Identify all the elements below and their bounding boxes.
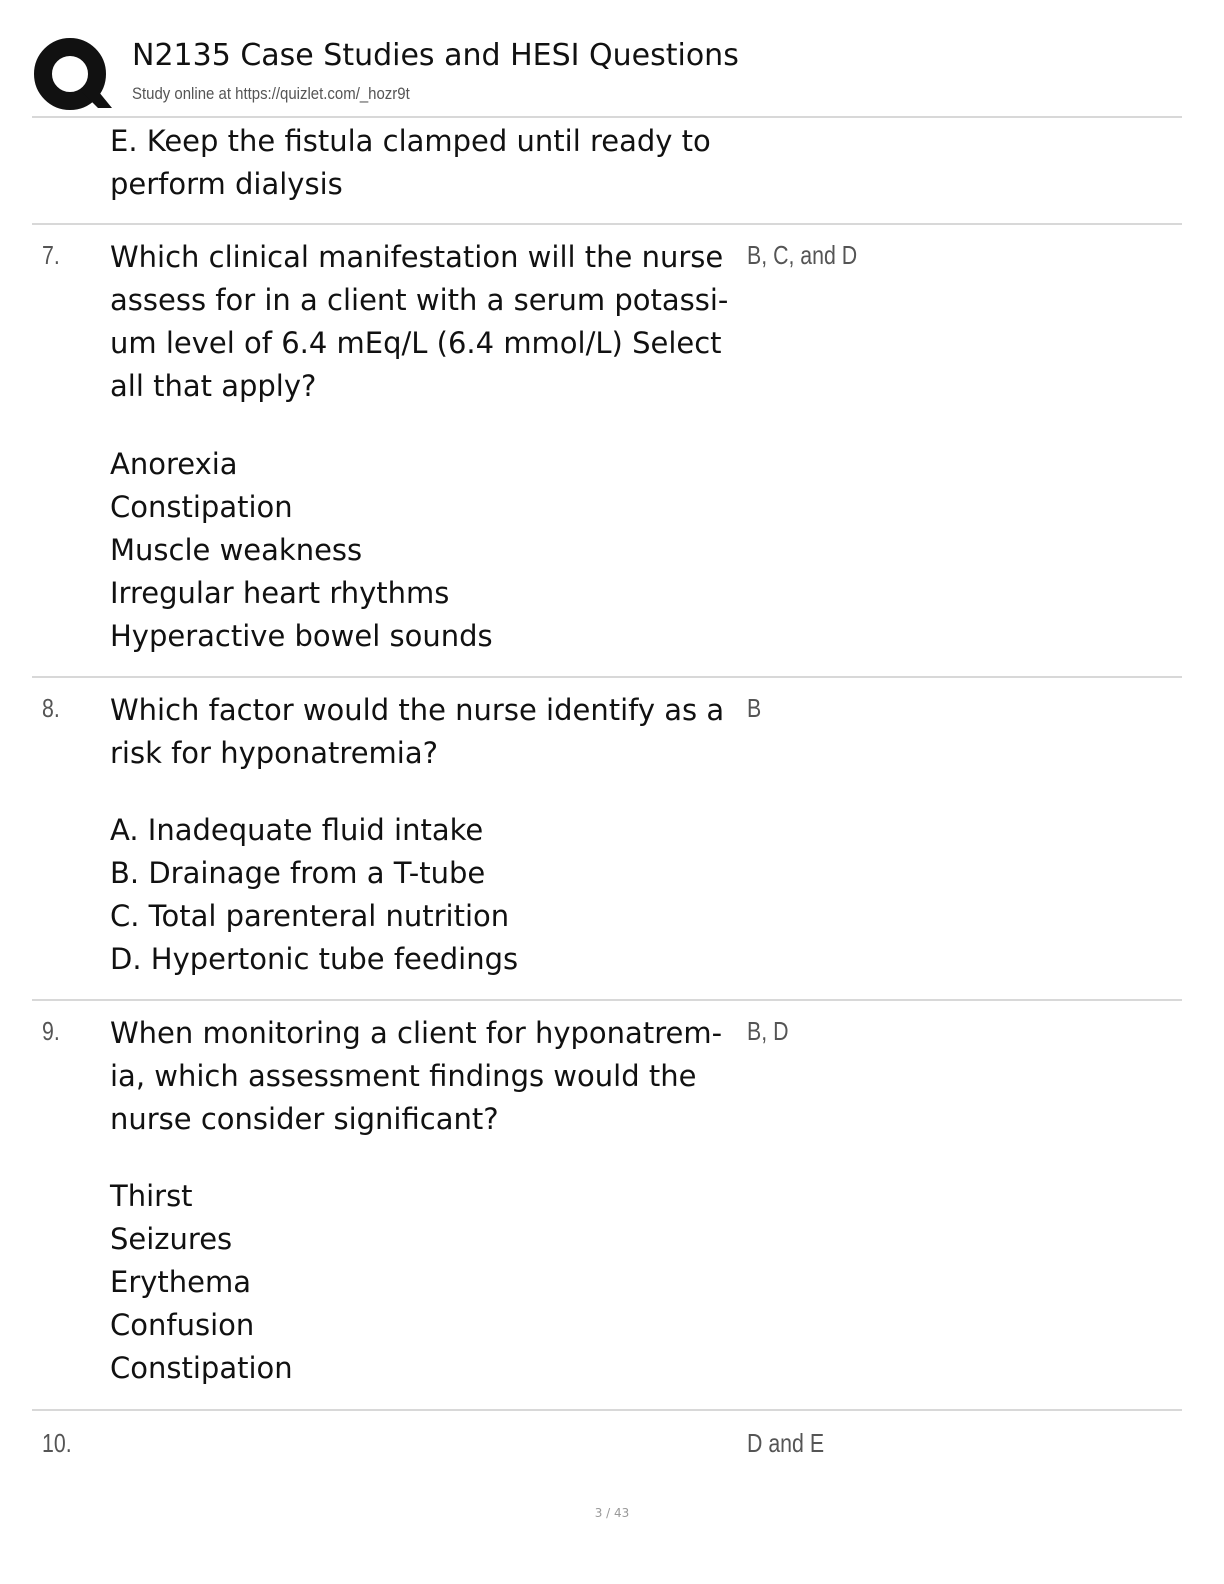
option-item: A. Inadequate fluid intake <box>110 813 484 847</box>
continued-line: perform dialysis <box>110 167 343 201</box>
question-text-line: When monitoring a client for hyponatrem- <box>110 1016 723 1050</box>
option-item: C. Total parenteral nutrition <box>110 899 510 933</box>
quizlet-logo-icon <box>32 36 112 116</box>
answer-text: B, D <box>747 1016 789 1046</box>
option-item: Anorexia <box>110 447 238 481</box>
question-text <box>110 236 750 408</box>
option-item: Erythema <box>110 1265 252 1299</box>
option-item: Constipation <box>110 1351 293 1385</box>
divider <box>32 1409 1182 1411</box>
study-online-link[interactable]: Study online at https://quizlet.com/_hozr9t <box>132 84 410 103</box>
answer-text: D and E <box>747 1428 825 1458</box>
question-text-line: um level of 6.4 mEq/L (6.4 mmol/L) Select <box>110 326 722 360</box>
option-list <box>110 443 750 658</box>
question-number: 7. <box>42 240 60 270</box>
option-item: Muscle weakness <box>110 533 363 567</box>
question-text-line: assess for in a client with a serum potassi- <box>110 283 729 317</box>
continued-line: E. Keep the fistula clamped until ready to <box>110 124 711 158</box>
document-title: N2135 Case Studies and HESI Questions <box>132 38 739 73</box>
divider <box>32 223 1182 225</box>
question-text-line: Which factor would the nurse identify as a <box>110 693 725 727</box>
question-text <box>110 689 750 775</box>
question-number: 9. <box>42 1016 60 1046</box>
option-item: Confusion <box>110 1308 255 1342</box>
question-number: 8. <box>42 693 60 723</box>
option-item: Seizures <box>110 1222 233 1256</box>
option-item: Irregular heart rhythms <box>110 576 450 610</box>
divider <box>32 999 1182 1001</box>
divider <box>32 676 1182 678</box>
option-list <box>110 809 750 981</box>
question-text-line: nurse consider significant? <box>110 1102 499 1136</box>
question-text-line: risk for hyponatremia? <box>110 736 439 770</box>
question-number: 10. <box>42 1428 72 1458</box>
answer-text: B <box>747 693 762 723</box>
page-header <box>32 28 1182 116</box>
option-item: B. Drainage from a T-tube <box>110 856 486 890</box>
question-text-line: ia, which assessment findings would the <box>110 1059 697 1093</box>
option-item: Hyperactive bowel sounds <box>110 619 493 653</box>
question-text-line: all that apply? <box>110 369 317 403</box>
answer-text: B, C, and D <box>747 240 858 270</box>
option-item: D. Hypertonic tube feedings <box>110 942 519 976</box>
option-item: Constipation <box>110 490 293 524</box>
question-text <box>110 1012 750 1141</box>
question-text-line: Which clinical manifestation will the nurse <box>110 240 724 274</box>
option-item: Thirst <box>110 1179 193 1213</box>
option-list <box>110 1175 750 1390</box>
divider <box>32 116 1182 118</box>
page-number: 3 / 43 <box>594 1506 630 1520</box>
